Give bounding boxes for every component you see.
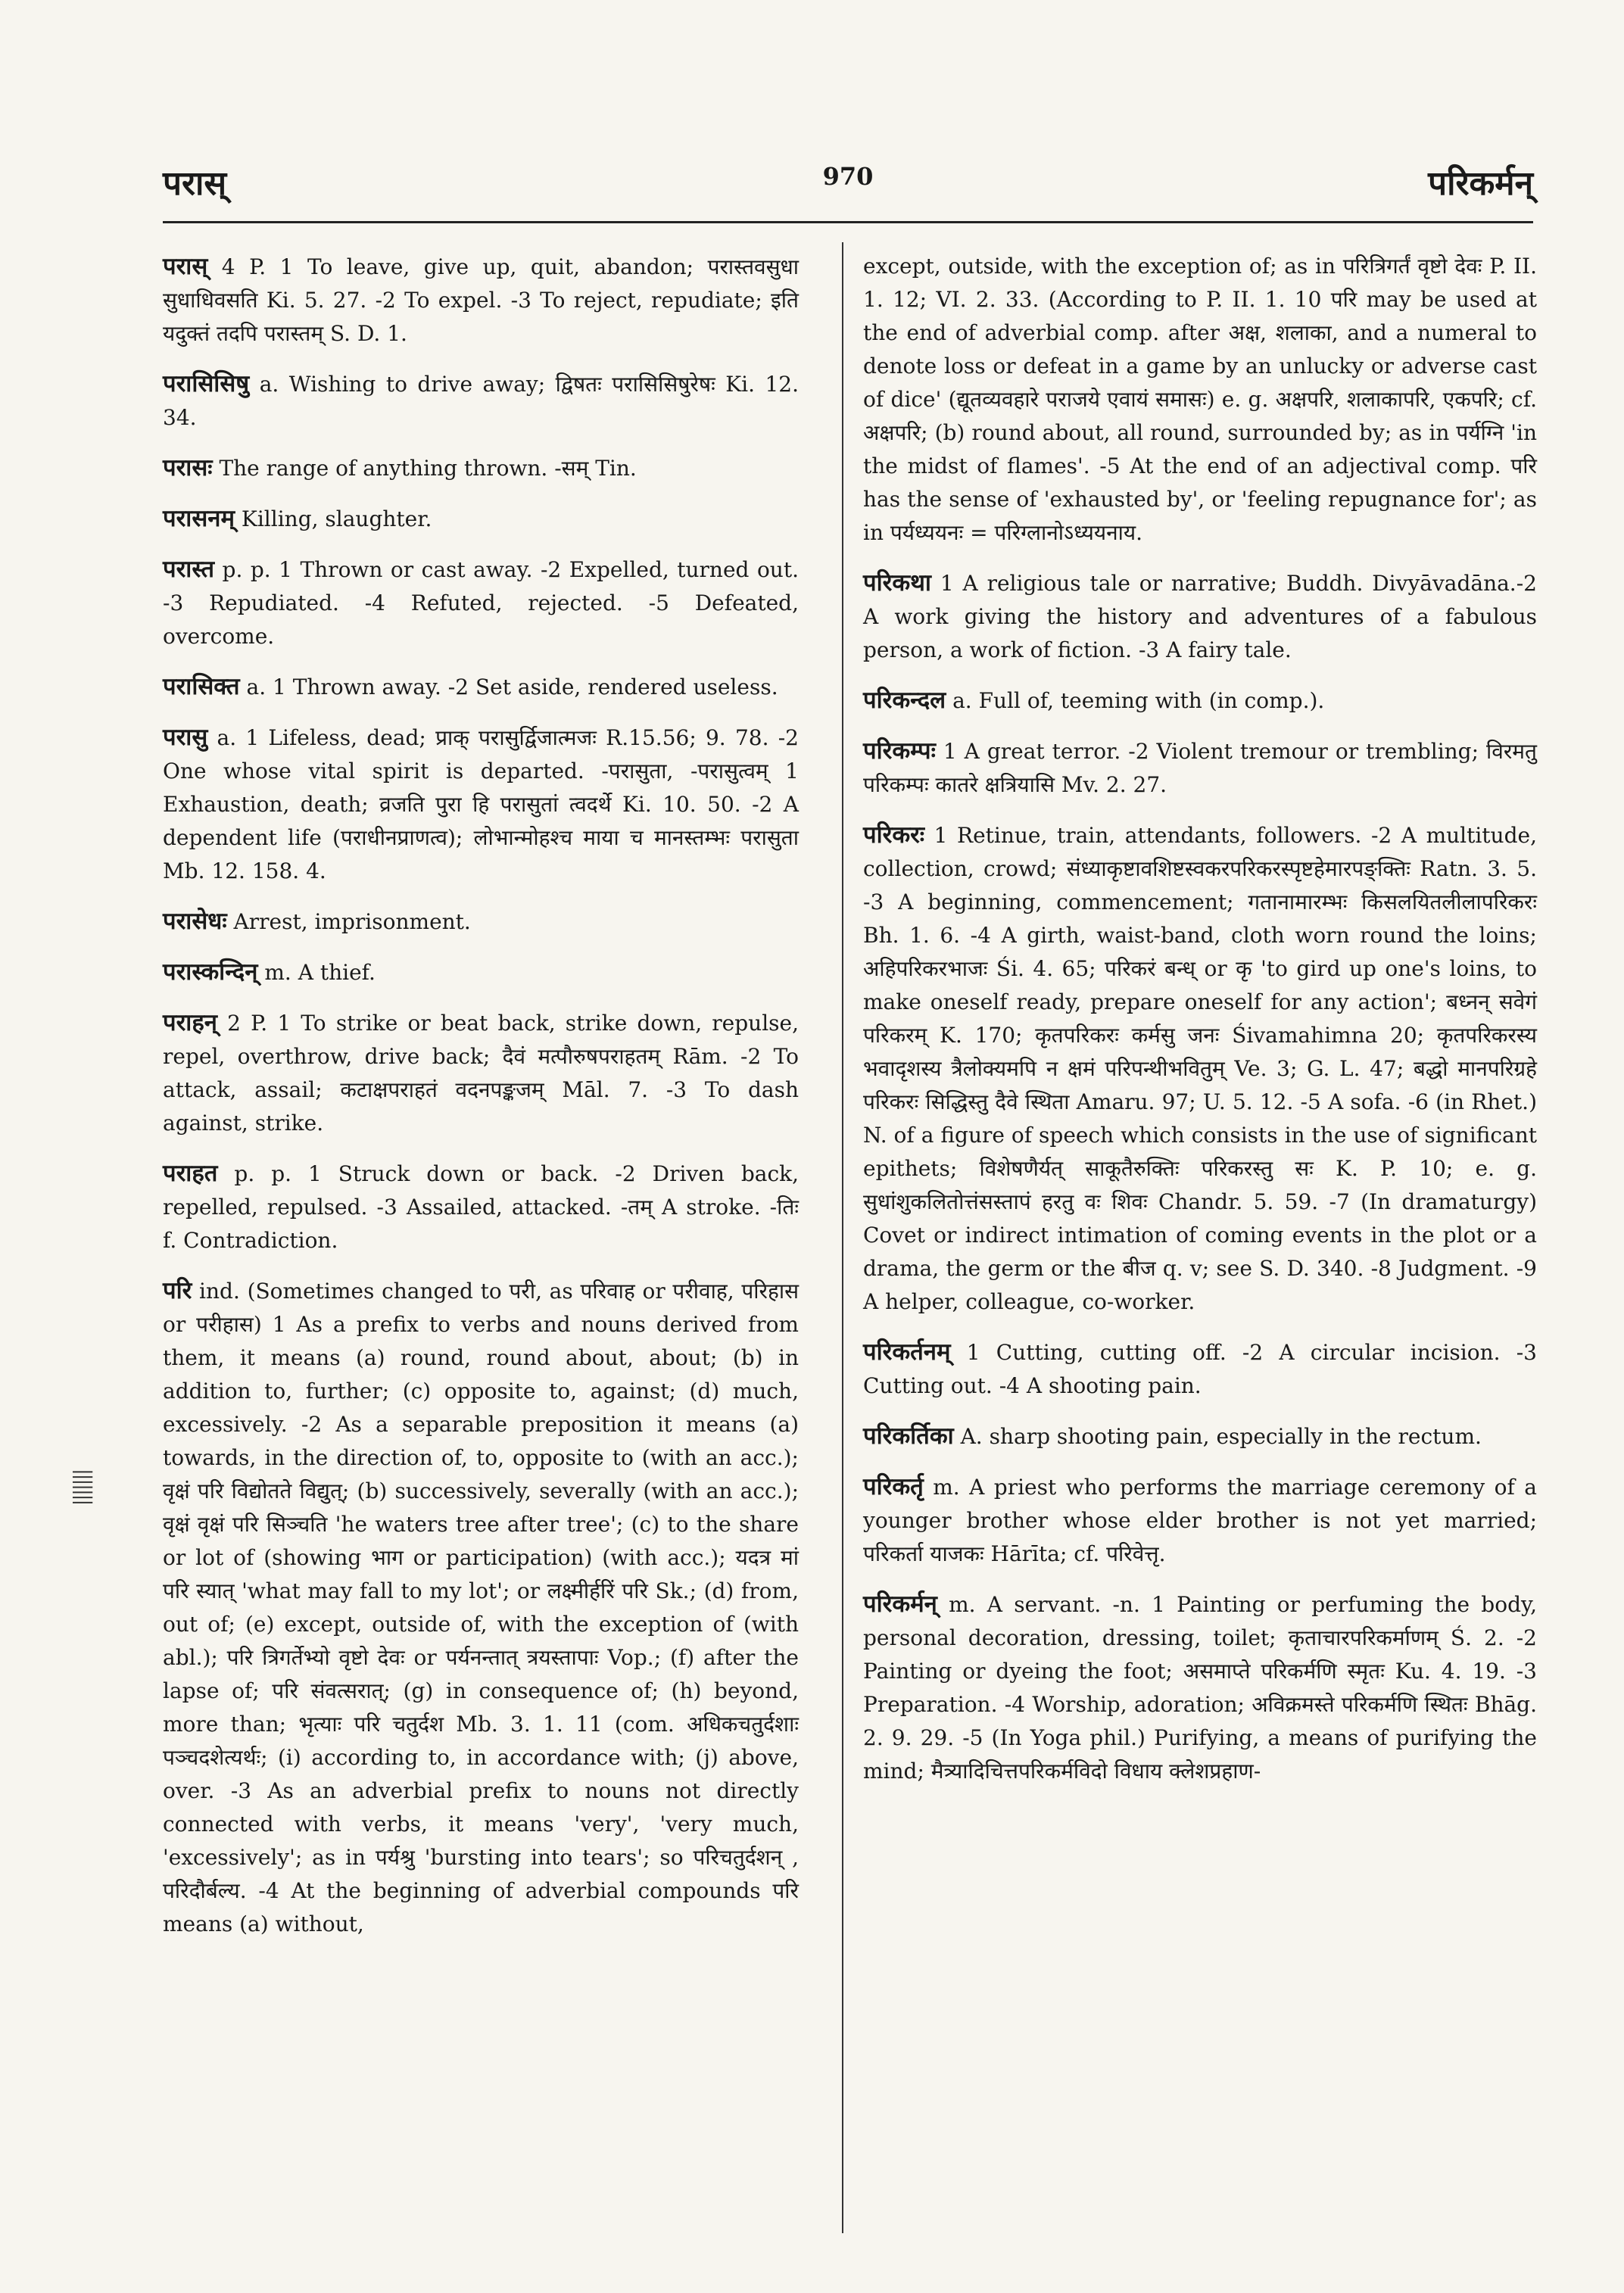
headword: पराहन् — [163, 1009, 217, 1036]
header-left-guideword: परास् — [163, 164, 227, 203]
headword: परिकन्दल — [863, 687, 946, 714]
entry-text: 1 Retinue, train, attendants, followers. -2 A multitude, collection, crowd; संध्याकृष्टावशिष्टस्वकरपरिकरस्पृष्टहेमारपङ्क्तिः Ratn. 3. 5. -3 A beginning, commencement; गतानामारम्भः किसलयितलीलापरिकरः Bh. 1. 6. -4 A girth, waist-band, cloth worn round the loins; अहिपरिकरभाजः Śi. 4. 65; परिकरं बन्ध् or कृ 'to gird up one's loins, to make oneself ready, prepare oneself for any action'; बध्नन् सवेगं परिकरम् K. 170; कृतपरिकरः कर्मसु जनः Śivamahimna 20; कृतपरिकरस्य भवादृशस्य त्रैलोक्यमपि न क्षमं परिपन्थीभवितुम् Ve. 3; G. L. 47; बद्धो मानपरिग्रहे परिकरः सिद्धिस्तु दैवे स्थिता Amaru. 97; U. 5. 12. -5 A sofa. -6 (in Rhet.) N. of a figure of speech which consists in the use of significant epithets; विशेषणैर्यत् साकूतैरुक्तिः परिकरस्तु सः K. P. 10; e. g. सुधांशुकलितोत्तंसस्तापं हरतु वः शिवः Chandr. 5. 59. -7 (In dramaturgy) Covet or indirect intimation of coming events in the plot or a drama, the germ or the बीज q. v; see S. D. 340. -8 Judgment. -9 A helper, colleague, co-worker. — [863, 823, 1537, 1314]
dictionary-entry — [163, 721, 799, 888]
entry-text: p. p. 1 Struck down or back. -2 Driven back, repelled, repulsed. -3 Assailed, attacked. -तम् A stroke. -तिः f. Contradiction. — [163, 1161, 799, 1253]
dictionary-entry — [163, 553, 799, 653]
headword: परिकर्तिका — [863, 1422, 954, 1450]
running-head — [163, 159, 1533, 212]
entry-text: m. A priest who performs the marriage ceremony of a younger brother whose elder brother is not yet married; परिकर्ता याजकः Hārīta; cf. परिवेत्तृ. — [863, 1475, 1537, 1566]
entry-text: 4 P. 1 To leave, give up, quit, abandon; परास्तवसुधा सुधाधिवसति Ki. 5. 27. -2 To expel. -3 To reject, repudiate; इति यदुक्तं तदपि परास्तम् S. D. 1. — [163, 254, 799, 346]
headword: परासेधः — [163, 908, 227, 935]
entry-text: a. 1 Lifeless, dead; प्राक् परासुर्द्विजात्मजः R.15.56; 9. 78. -2 One whose vital spirit is departed. -परासुता, -परासुत्वम् 1 Exhaustion, death; व्रजति पुरा हि परासुतां त्वदर्थे Ki. 10. 50. -2 A dependent life (पराधीनप्राणत्व); लोभान्मोहश्च माया च मानस्तम्भः परासुता Mb. 12. 158. 4. — [163, 725, 799, 883]
dictionary-entry — [863, 1419, 1537, 1453]
entry-text: a. Full of, teeming with (in comp.). — [946, 688, 1325, 713]
dictionary-entry — [163, 250, 799, 350]
headword: परासनम् — [163, 505, 235, 532]
dictionary-entry — [863, 1587, 1537, 1788]
headword: परासिसिषु — [163, 370, 250, 397]
dictionary-entry — [863, 684, 1537, 718]
header-rule — [163, 221, 1533, 223]
entry-text: 1 Cutting, cutting off. -2 A circular incision. -3 Cutting out. -4 A shooting pain. — [863, 1340, 1537, 1398]
entry-text: except, outside, with the exception of; as in परित्रिगर्तं वृष्टो देवः P. II. 1. 12; VI. 2. 33. (According to P. II. 1. 10 परि may be used at the end of adverbial comp. after अक्ष, शलाका, and a numeral to denote loss or defeat in a game by an unlucky or adverse cast of dice' (द्यूतव्यवहारे पराजये एवायं समासः) e. g. अक्षपरि, शलाकापरि, एकपरि; cf. अक्षपरि; (b) round about, all round, surrounded by; as in पर्यग्नि 'in the midst of flames'. -5 At the end of an adjectival comp. परि has the sense of 'exhausted by', or 'feeling repugnance for'; as in पर्यध्ययनः = परिग्लानोऽध्ययनाय. — [863, 254, 1537, 545]
dictionary-entry — [163, 905, 799, 939]
headword: परिकर्तृ — [863, 1473, 924, 1500]
entry-text: a. Wishing to drive away; द्विषतः परासिसिषुरेषः Ki. 12. 34. — [163, 372, 799, 430]
headword: परास्कन्दिन् — [163, 958, 258, 986]
headword: परिकरः — [863, 821, 925, 849]
left-column — [163, 250, 799, 1958]
right-column — [863, 250, 1537, 1805]
entry-text: Arrest, imprisonment. — [226, 909, 471, 934]
header-right-guideword: परिकर्मन् — [1428, 164, 1533, 203]
dictionary-entry — [163, 1274, 799, 1941]
dictionary-entry — [863, 566, 1537, 667]
dictionary-entry — [163, 1157, 799, 1257]
dictionary-entry — [163, 955, 799, 989]
headword: परासु — [163, 724, 208, 751]
headword: परासः — [163, 454, 213, 481]
headword: परिकर्मन् — [863, 1590, 937, 1618]
dictionary-entry — [163, 670, 799, 704]
headword: पराहत — [163, 1160, 218, 1187]
column-divider — [842, 242, 843, 2233]
dictionary-entry — [863, 1470, 1537, 1571]
entry-text: p. p. 1 Thrown or cast away. -2 Expelled, turned out. -3 Repudiated. -4 Refuted, rejected. -5 Defeated, overcome. — [163, 557, 799, 649]
dictionary-entry — [163, 451, 799, 485]
headword: परि — [163, 1277, 192, 1304]
dictionary-entry — [163, 367, 799, 435]
margin-marks: ||||||| — [72, 1469, 95, 1505]
entry-text: 1 A religious tale or narrative; Buddh. Divyāvadāna.-2 A work giving the history and adventures of a fabulous person, a work of fiction. -3 A fairy tale. — [863, 571, 1537, 662]
dictionary-entry — [863, 818, 1537, 1319]
dictionary-entry — [863, 1335, 1537, 1403]
headword: परास् — [163, 253, 208, 280]
entry-text: 1 A great terror. -2 Violent tremour or trembling; विरमतु परिकम्पः कातरे क्षत्रियासि Mv. 2. 27. — [863, 739, 1537, 797]
entry-text: The range of anything thrown. -सम् Tin. — [212, 456, 637, 481]
entry-text: m. A thief. — [257, 960, 376, 985]
entry-text: Killing, slaughter. — [235, 506, 432, 531]
dictionary-entry — [863, 734, 1537, 802]
page-number: 970 — [822, 162, 874, 191]
headword: परिकथा — [863, 569, 931, 597]
headword: परास्त — [163, 556, 215, 583]
entry-text: ind. (Sometimes changed to परी, as परिवाह or परीवाह, परिहास or परीहास) 1 As a prefix to verbs and nouns derived from them, it means (a) round, round about, about; (b) in addition to, further; (c) opposite to, against; (d) much, excessively. -2 As a separable preposition it means (a) towards, in the direction of, to, opposite to (with an acc.); वृक्षं परि विद्योतते विद्युत्; (b) successively, severally (with an acc.); वृक्षं वृक्षं परि सिञ्चति 'he waters tree after tree'; (c) to the share or lot of (showing भाग or participation) (with acc.); यदत्र मां परि स्यात् 'what may fall to my lot'; or लक्ष्मीर्हरिं परि Sk.; (d) from, out of; (e) except, outside of, with the exception of (with abl.); परि त्रिगर्तेभ्यो वृष्टो देवः or पर्यनन्तात् त्रयस्तापाः Vop.; (f) after the lapse of; परि संवत्सरात्; (g) in consequence of; (h) beyond, more than; भृत्याः परि चतुर्दश Mb. 3. 1. 11 (com. अधिकचतुर्दशाः पञ्चदशेत्यर्थः; (i) according to, in accordance with; (j) above, over. -3 As an adverbial prefix to nouns not directly connected with verbs, it means 'very', 'very much, 'excessively'; as in पर्यश्रु 'bursting into tears'; so परिचतुर्दशन् , परिदौर्बल्य. -4 At the beginning of adverbial compounds परि means (a) without, — [163, 1279, 799, 1936]
headword: परिकर्तनम् — [863, 1338, 951, 1366]
dictionary-entry — [163, 1006, 799, 1140]
entry-text: A. sharp shooting pain, especially in the rectum. — [953, 1424, 1482, 1449]
entry-text: a. 1 Thrown away. -2 Set aside, rendered useless. — [239, 675, 778, 699]
dictionary-entry — [163, 502, 799, 536]
dictionary-entry-continued — [863, 250, 1537, 550]
entry-text: m. A servant. -n. 1 Painting or perfuming the body, personal decoration, dressing, toilet; कृताचारपरिकर्माणम् Ś. 2. -2 Painting or dyeing the foot; असमाप्ते परिकर्मणि स्मृतः Ku. 4. 19. -3 Preparation. -4 Worship, adoration; अविक्रमस्ते परिकर्मणि स्थितः Bhāg. 2. 9. 29. -5 (In Yoga phil.) Purifying, a means of purifying the mind; मैत्र्यादिचित्तपरिकर्मविदो विधाय क्लेशप्रहाण- — [863, 1592, 1537, 1784]
headword: परिकम्पः — [863, 737, 936, 765]
entry-text: 2 P. 1 To strike or beat back, strike down, repulse, repel, overthrow, drive back; दैवं मत्पौरुषपराहतम् Rām. -2 To attack, assail; कटाक्षपराहतं वदनपङ्कजम् Māl. 7. -3 To dash against, strike. — [163, 1011, 799, 1136]
headword: परासिक्त — [163, 673, 240, 700]
